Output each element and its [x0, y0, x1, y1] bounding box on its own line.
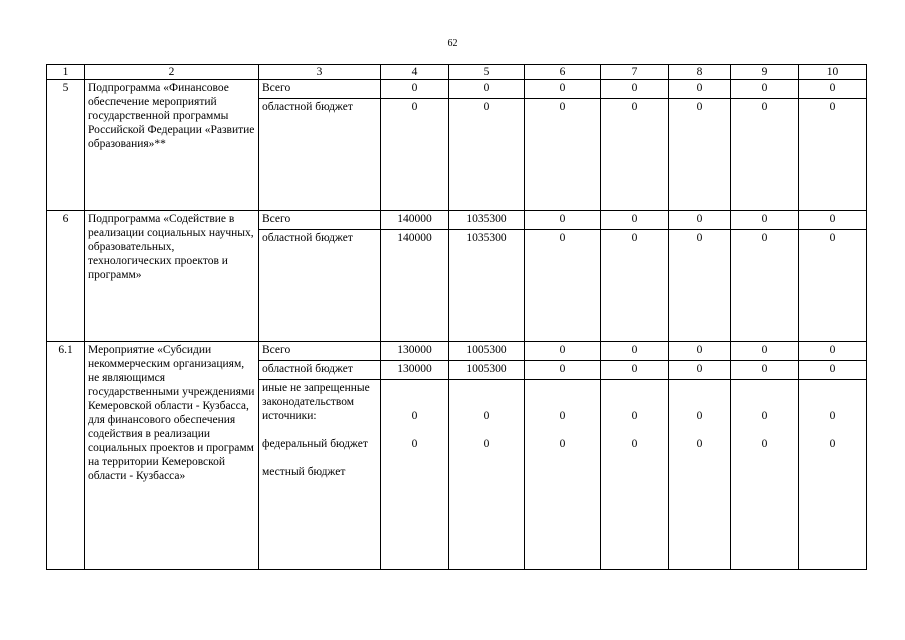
value-cell: 0	[731, 230, 799, 342]
value-cell	[669, 380, 731, 570]
federal-value: 0	[761, 410, 768, 422]
federal-value: 0	[411, 410, 418, 422]
value-cell: 0	[525, 99, 601, 211]
value-cell: 0	[669, 342, 731, 361]
source-label: областной бюджет	[259, 361, 381, 380]
column-header: 8	[669, 65, 731, 80]
value-cell: 0	[669, 99, 731, 211]
value-cell	[449, 380, 525, 570]
row-number: 5	[47, 80, 85, 211]
value-cell	[381, 380, 449, 570]
value-cell: 0	[525, 211, 601, 230]
column-header: 7	[601, 65, 669, 80]
local-value: 0	[829, 438, 836, 450]
column-header: 4	[381, 65, 449, 80]
value-cell: 0	[731, 342, 799, 361]
value-cell: 0	[669, 211, 731, 230]
table-row	[47, 80, 867, 99]
local-value: 0	[696, 438, 703, 450]
row-description: Мероприятие «Субсидии некоммерческим организациям, не являющимся государственными учреждениями Кемеровской области - Кузбасса, для финансового обеспечения содействия в реализации социальных проектов и программ на территории Кемеровской области - Кузбасса»	[85, 342, 259, 570]
row-number: 6	[47, 211, 85, 342]
federal-value: 0	[559, 410, 566, 422]
row-number: 6.1	[47, 342, 85, 570]
federal-budget-label: федеральный бюджет	[262, 438, 368, 450]
value-cell: 0	[449, 99, 525, 211]
budget-table	[46, 64, 867, 570]
other-sources-cell	[259, 380, 381, 570]
value-cell: 0	[731, 211, 799, 230]
federal-value: 0	[631, 410, 638, 422]
value-cell: 0	[669, 80, 731, 99]
value-cell: 0	[799, 99, 867, 211]
row-description: Подпрограмма «Содействие в реализации социальных научных, образовательных, технологических проектов и программ»	[85, 211, 259, 342]
source-label: Всего	[259, 342, 381, 361]
local-value: 0	[631, 438, 638, 450]
value-cell: 0	[731, 80, 799, 99]
value-cell: 0	[799, 342, 867, 361]
value-cell: 130000	[381, 361, 449, 380]
value-cell: 0	[381, 80, 449, 99]
local-value: 0	[411, 438, 418, 450]
value-cell: 0	[799, 211, 867, 230]
value-cell: 0	[669, 361, 731, 380]
row-description: Подпрограмма «Финансовое обеспечение мероприятий государственной программы Российской Федерации «Развитие образования»**	[85, 80, 259, 211]
value-cell: 0	[601, 99, 669, 211]
value-cell: 0	[601, 230, 669, 342]
value-cell: 0	[731, 99, 799, 211]
other-sources-label: иные не запрещенные законодательством источники:	[262, 382, 370, 422]
federal-value: 0	[696, 410, 703, 422]
value-cell	[731, 380, 799, 570]
column-header: 10	[799, 65, 867, 80]
value-cell: 0	[731, 361, 799, 380]
value-cell: 0	[601, 211, 669, 230]
local-value: 0	[483, 438, 490, 450]
source-label: Всего	[259, 80, 381, 99]
column-header: 5	[449, 65, 525, 80]
value-cell: 1035300	[449, 230, 525, 342]
value-cell: 0	[601, 361, 669, 380]
value-cell: 0	[525, 230, 601, 342]
value-cell: 1005300	[449, 342, 525, 361]
column-header: 6	[525, 65, 601, 80]
column-header: 1	[47, 65, 85, 80]
source-label: областной бюджет	[259, 99, 381, 211]
value-cell: 1005300	[449, 361, 525, 380]
table-row	[47, 211, 867, 230]
local-value: 0	[559, 438, 566, 450]
value-cell: 140000	[381, 230, 449, 342]
source-label: областной бюджет	[259, 230, 381, 342]
federal-value: 0	[483, 410, 490, 422]
column-header: 3	[259, 65, 381, 80]
value-cell: 0	[525, 361, 601, 380]
header-row	[47, 65, 867, 80]
value-cell: 0	[601, 80, 669, 99]
value-cell: 0	[525, 80, 601, 99]
source-label: Всего	[259, 211, 381, 230]
value-cell: 130000	[381, 342, 449, 361]
local-budget-label: местный бюджет	[262, 466, 346, 478]
page-number: 62	[447, 38, 458, 49]
table-row	[47, 342, 867, 361]
value-cell: 0	[799, 230, 867, 342]
value-cell	[799, 380, 867, 570]
value-cell: 0	[381, 99, 449, 211]
value-cell: 0	[525, 342, 601, 361]
local-value: 0	[761, 438, 768, 450]
value-cell	[525, 380, 601, 570]
value-cell	[601, 380, 669, 570]
value-cell: 140000	[381, 211, 449, 230]
value-cell: 1035300	[449, 211, 525, 230]
value-cell: 0	[669, 230, 731, 342]
federal-value: 0	[829, 410, 836, 422]
column-header: 2	[85, 65, 259, 80]
value-cell: 0	[799, 80, 867, 99]
value-cell: 0	[449, 80, 525, 99]
column-header: 9	[731, 65, 799, 80]
value-cell: 0	[601, 342, 669, 361]
value-cell: 0	[799, 361, 867, 380]
